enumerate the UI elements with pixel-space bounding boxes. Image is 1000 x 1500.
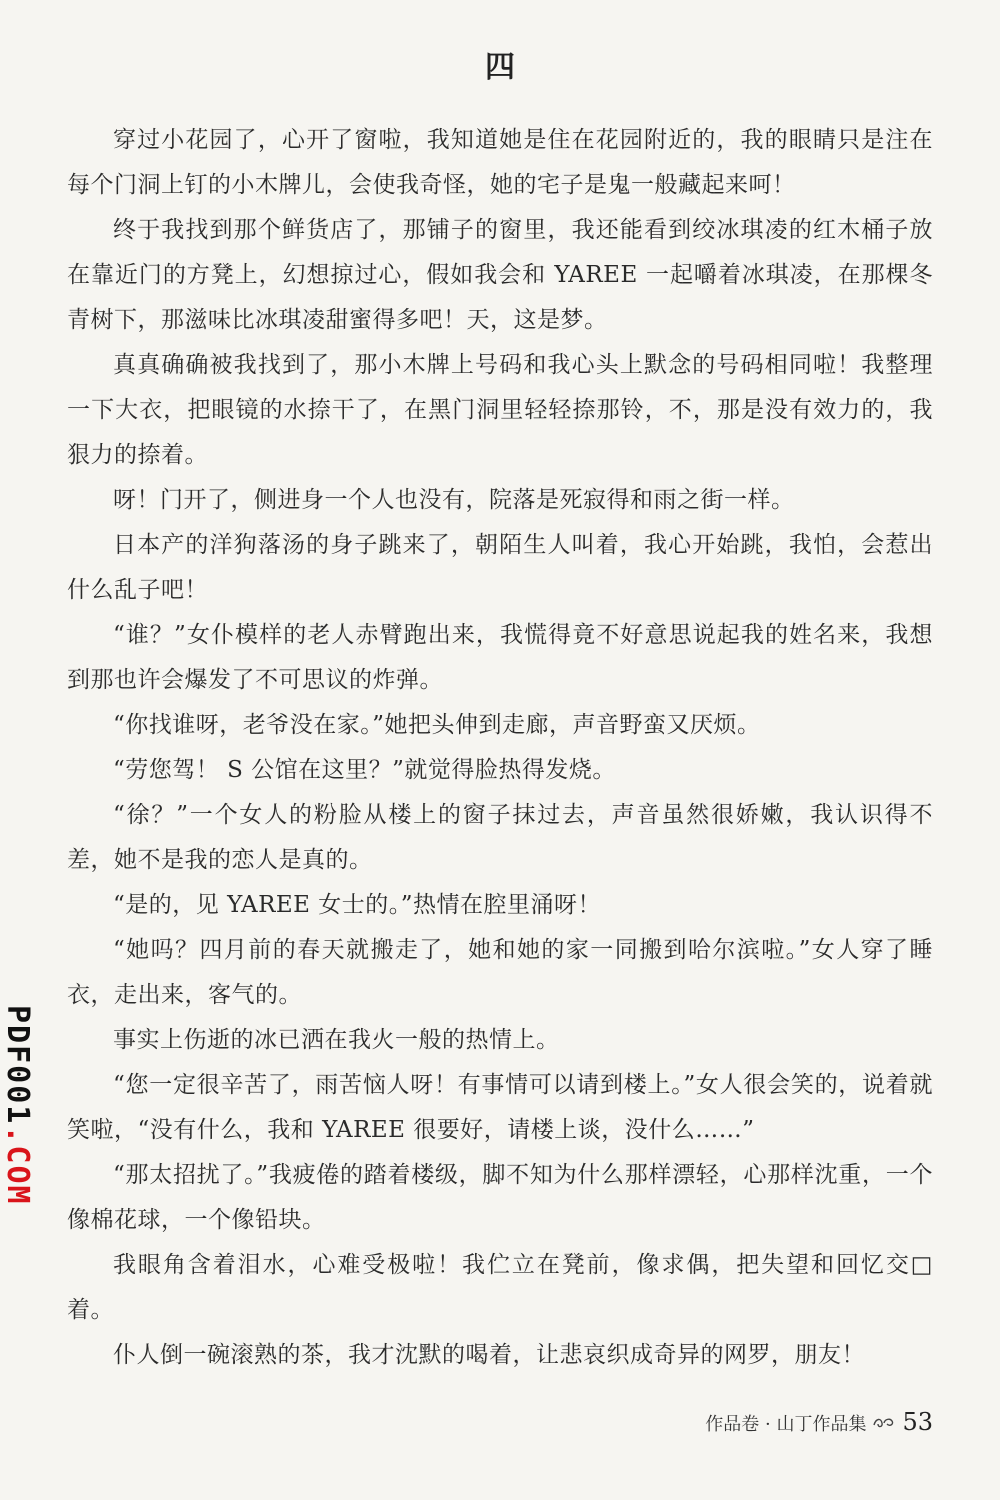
page-footer [705, 1408, 933, 1436]
paragraph-7: “你找谁呀，老爷没在家。”她把头伸到走廊，声音野蛮又厌烦。 [113, 712, 761, 738]
footer-label: 作品卷 · 山丁作品集 [705, 1414, 867, 1435]
paragraph-1: 穿过小花园了，心开了窗啦，我知道她是住在花园附近的，我的眼睛只是注在每个门洞上钉的小木牌儿，会使我奇怪，她的宅子是鬼一般藏起来呵！ [67, 127, 933, 198]
page-number: 53 [902, 1408, 933, 1436]
paragraph-14: “那太招扰了。”我疲倦的踏着楼级，脚不知为什么那样漂轻，心那样沈重，一个像棉花球，一个像铅块。 [67, 1162, 933, 1233]
watermark-main: PDF001 [0, 1005, 35, 1126]
paragraph-12: 事实上伤逝的冰已洒在我火一般的热情上。 [113, 1027, 560, 1053]
watermark-domain: .COM [0, 1125, 35, 1206]
watermark [0, 1005, 35, 1206]
paragraph-6: “谁？”女仆模样的老人赤臂跑出来，我慌得竟不好意思说起我的姓名来，我想到那也许会爆发了不可思议的炸弹。 [67, 622, 933, 693]
body-text [67, 118, 933, 1378]
page-title: 四 [485, 50, 515, 85]
paragraph-11: “她吗？四月前的春天就搬走了，她和她的家一同搬到哈尔滨啦。”女人穿了睡衣，走出来，客气的。 [67, 937, 933, 1008]
paragraph-2: 终于我找到那个鲜货店了，那铺子的窗里，我还能看到绞冰琪凌的红木桶子放在靠近门的方凳上，幻想掠过心，假如我会和 YAREE 一起嚼着冰琪凌，在那棵冬青树下，那滋味比冰琪凌甜蜜得多吧！天，这是梦。 [67, 217, 933, 333]
paragraph-8: “劳您驾！ S 公馆在这里？”就觉得脸热得发烧。 [113, 757, 616, 783]
paragraph-10: “是的，见 YAREE 女士的。”热情在腔里涌呀！ [113, 892, 602, 918]
paragraph-9: “徐？”一个女人的粉脸从楼上的窗子抹过去，声音虽然很娇嫩，我认识得不差，她不是我的恋人是真的。 [67, 802, 933, 873]
paragraph-3: 真真确确被我找到了，那小木牌上号码和我心头上默念的号码相同啦！我整理一下大衣，把眼镜的水捺干了，在黑门洞里轻轻捺那铃，不，那是没有效力的，我狠力的捺着。 [67, 352, 933, 468]
paragraph-5: 日本产的洋狗落汤的身子跳来了，朝陌生人叫着，我心开始跳，我怕，会惹出什么乱子吧！ [67, 532, 933, 603]
ornament-icon [872, 1415, 896, 1434]
paragraph-4: 呀！门开了，侧进身一个人也没有，院落是死寂得和雨之街一样。 [113, 487, 795, 513]
paragraph-15: 我眼角含着泪水，心难受极啦！我伫立在凳前，像求偶，把失望和回忆交□着。 [67, 1252, 933, 1323]
paragraph-16: 仆人倒一碗滚熟的茶，我才沈默的喝着，让悲哀织成奇异的网罗，朋友！ [113, 1342, 865, 1368]
paragraph-13: “您一定很辛苦了，雨苦恼人呀！有事情可以请到楼上。”女人很会笑的，说着就笑啦，“没有什么，我和 YAREE 很要好，请楼上谈，没什么……” [67, 1072, 933, 1143]
